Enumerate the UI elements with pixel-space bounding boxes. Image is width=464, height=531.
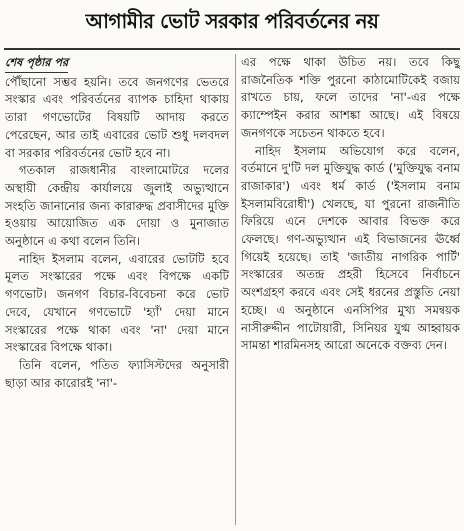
paragraph: গতকাল রাজধানীর বাংলামোটরে দলের অস্থায়ী কেন্দ্রীয় কার্যালয়ে জুলাই অভ্যুত্থানে সংহতি জানানোর জন্য কারারুদ্ধ প্রবাসীদের মুক্তি হওয়ায় আয়োজিত এক দোয়া ও মুনাজাত অনুষ্ঠানে এ কথা বলেন তিনি। — [5, 163, 229, 249]
paragraph: পৌঁছানো সম্ভব হয়নি। তবে জনগণের ভেতরে সংস্কার এবং পরিবর্তনের ব্যাপক চাহিদা থাকায় তারা গণভোটের বিষয়টি আদায় করতে পেরেছেন, আর তাই এবারের ভোট শুধু দলবদল বা সরকার পরিবর্তনের ভোট হবে না। — [5, 74, 229, 160]
paragraph: নাহিদ ইসলাম বলেন, এবারের ভোটটি হবে মূলত সংস্কারের পক্ষে এবং বিপক্ষে একটি গণভোট। জনগণ বিচার-বিবেচনা করে ভোট দেবে, যেখানে গণভোটে 'হ্যাঁ' দেয়া মানে সংস্কারের পক্ষে থাকা এবং 'না' দেয়া মানে সংস্কারের বিপক্ষে থাকা। — [5, 251, 229, 355]
paragraph: এর পক্ষে থাকা উচিত নয়। তবে কিছু রাজনৈতিক শক্তি পুরনো কাঠামোটিকেই বজায় রাখতে চায়, ফলে তাদের 'না'-এর পক্ষে ক্যাম্পেইন করার আশঙ্কা আছে। এই বিষয়ে জনগণকে সচেতন থাকতে হবে। — [241, 55, 460, 140]
paragraph: তিনি বলেন, পতিত ফ্যাসিস্টদের অনুসারী ছাড়া আর কারোরই 'না'- — [5, 357, 229, 390]
paragraph: নাহিদ ইসলাম অভিযোগ করে বলেন, বর্তমানে দু'টি দল মুক্তিযুদ্ধ কার্ড ('মুক্তিযুদ্ধ বনাম রাজাকার') এবং ধর্ম কার্ড ('ইসলাম বনাম ইসলামবিরোধী') খেলছে, যা পুরনো রাজনীতি ফিরিয়ে এনে দেশকে আবার বিভক্ত করে ফেলছে। গণ-অভ্যুত্থান এই বিভাজনের ঊর্ধ্বে গিয়েই হয়েছে। তাই 'জাতীয় নাগরিক পার্টি' সংস্কারের অতন্দ্র প্রহরী হিসেবে নির্বাচনে অংশগ্রহণ করবে এবং সেই ধরনের প্রস্তুতি নেয়া হচ্ছে। এ অনুষ্ঠানে এনসিপির মুখ্য সমন্বয়ক নাসীরুদ্দীন পাটোয়ারী, সিনিয়র যুগ্ম আহ্বায়ক সামন্তা শারমিনসহ আরো অনেকে বক্তব্য দেন। — [241, 143, 460, 353]
headline-rule — [4, 48, 460, 50]
article-headline: আগামীর ভোট সরকার পরিবর্তনের নয় — [85, 8, 379, 33]
right-column — [241, 54, 460, 527]
column-divider — [235, 54, 236, 525]
continued-label: শেষ পৃষ্ঠার পর — [5, 54, 68, 73]
left-column — [5, 54, 229, 527]
